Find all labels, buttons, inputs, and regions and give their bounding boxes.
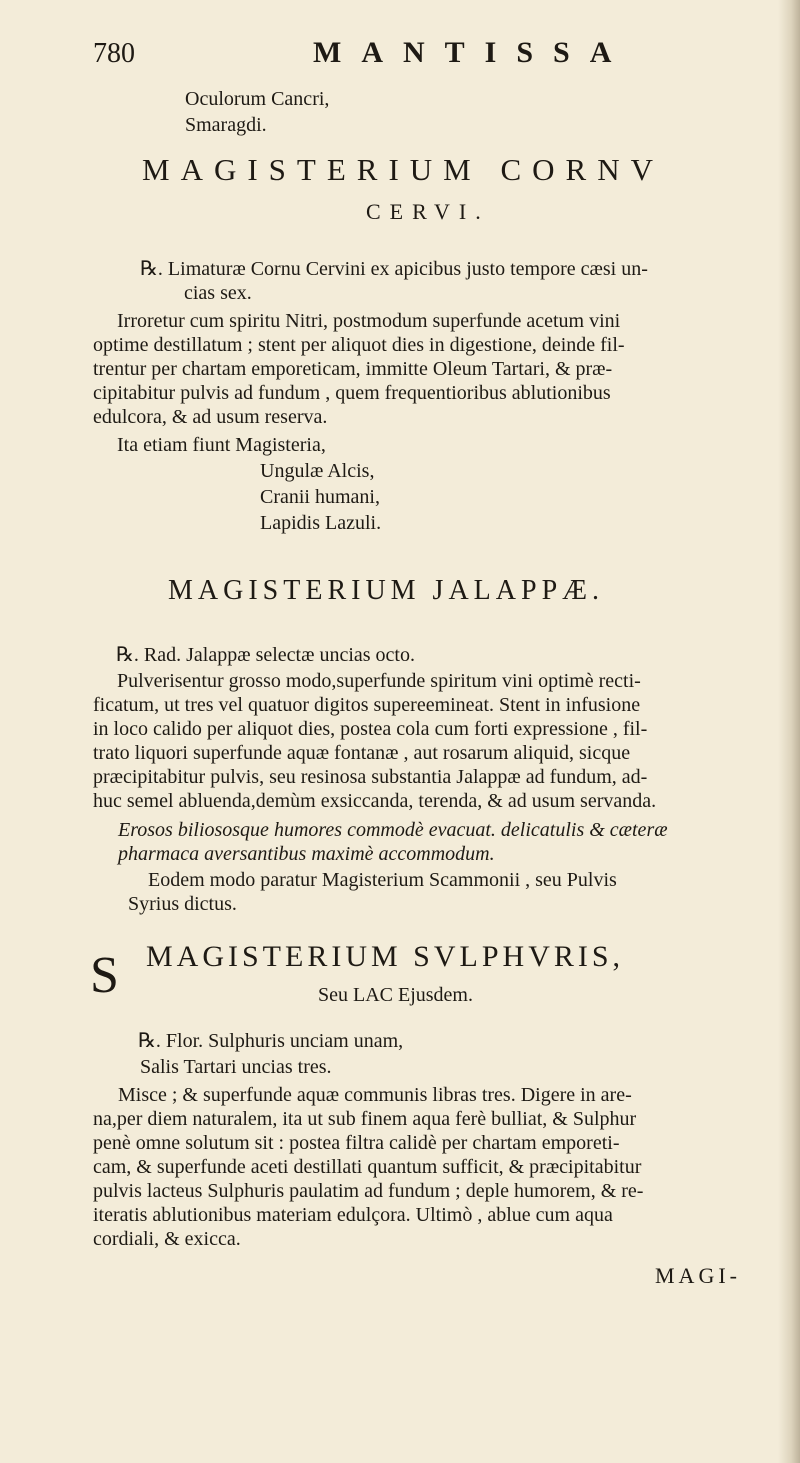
text-line: trato liquori superfunde aquæ fontanæ , aut rosarum aliquid, sicque <box>93 742 631 764</box>
text-line: ℞. Rad. Jalappæ selectæ uncias octo. <box>116 644 415 666</box>
page-number: 780 <box>93 38 135 69</box>
drop-cap: S <box>90 947 119 1004</box>
page-edge-shadow <box>778 0 800 1463</box>
text-line: edulcora, & ad usum reserva. <box>93 406 328 428</box>
text-line: penè omne solutum sit : postea filtra calidè per chartam emporeti- <box>93 1132 620 1154</box>
catchword: MAGI- <box>655 1263 741 1288</box>
section-subheading: CERVI. <box>366 199 490 224</box>
text-line: cipitabitur pulvis ad fundum , quem frequentioribus ablutionibus <box>93 382 611 404</box>
section-heading: MAGISTERIUM SVLPHVRIS, <box>146 940 625 973</box>
text-line: Eodem modo paratur Magisterium Scammonii , seu Pulvis <box>148 869 617 891</box>
text-line: ℞. Flor. Sulphuris unciam unam, <box>138 1030 404 1052</box>
text-line: Ita etiam fiunt Magisteria, <box>117 434 326 456</box>
text-line: ℞. Limaturæ Cornu Cervini ex apicibus justo tempore cæsi un- <box>140 258 648 280</box>
text-line: Irroretur cum spiritu Nitri, postmodum superfunde acetum vini <box>117 310 621 332</box>
text-line: na,per diem naturalem, ita ut sub finem aqua ferè bulliat, & Sulphur <box>93 1108 637 1130</box>
italic-text-line: pharmaca aversantibus maximè accommodum. <box>118 843 495 865</box>
text-line: præcipitabitur pulvis, seu resinosa substantia Jalappæ ad fundum, ad- <box>93 766 648 788</box>
text-line: huc semel abluenda,demùm exsiccanda, terenda, & ad usum servanda. <box>93 790 657 812</box>
text-line: Misce ; & superfunde aquæ communis libras tres. Digere in are- <box>118 1084 632 1106</box>
text-line: pulvis lacteus Sulphuris paulatim ad fundum ; deple humorem, & re- <box>93 1180 644 1202</box>
text-line: optime destillatum ; stent per aliquot dies in digestione, deinde fil- <box>93 334 625 356</box>
text-line: cias sex. <box>184 282 252 304</box>
text-line: cam, & superfunde aceti destillati quantum sufficit, & præcipitabitur <box>93 1156 642 1178</box>
section-heading: MAGISTERIUM CORNV <box>142 152 664 187</box>
text-line: Salis Tartari uncias tres. <box>140 1056 332 1078</box>
text-line: cordiali, & exicca. <box>93 1228 241 1250</box>
text-line: Syrius dictus. <box>128 893 237 915</box>
text-line: Pulverisentur grosso modo,superfunde spiritum vini optimè recti- <box>117 670 641 692</box>
text-line: Lapidis Lazuli. <box>260 512 382 534</box>
italic-text-line: Erosos biliososque humores commodè evacuat. delicatulis & cæteræ <box>118 819 668 841</box>
text-line: Smaragdi. <box>185 114 267 136</box>
text-line: iteratis ablutionibus materiam edulçora. Ultimò , ablue cum aqua <box>93 1204 613 1226</box>
text-line: in loco calido per aliquot dies, postea cola cum forti expressione , fil- <box>93 718 648 740</box>
text-line: trentur per chartam emporeticam, immitte Oleum Tartari, & præ- <box>93 358 613 380</box>
section-subheading: Seu LAC Ejusdem. <box>318 984 473 1006</box>
text-line: Ungulæ Alcis, <box>260 460 375 482</box>
text-line: ficatum, ut tres vel quatuor digitos supereemineat. Stent in infusione <box>93 694 641 716</box>
text-line: Cranii humani, <box>260 486 380 508</box>
text-line: Oculorum Cancri, <box>185 88 330 110</box>
section-heading: MAGISTERIUM JALAPPÆ. <box>168 575 605 606</box>
running-title: MANTISSA <box>313 36 632 69</box>
